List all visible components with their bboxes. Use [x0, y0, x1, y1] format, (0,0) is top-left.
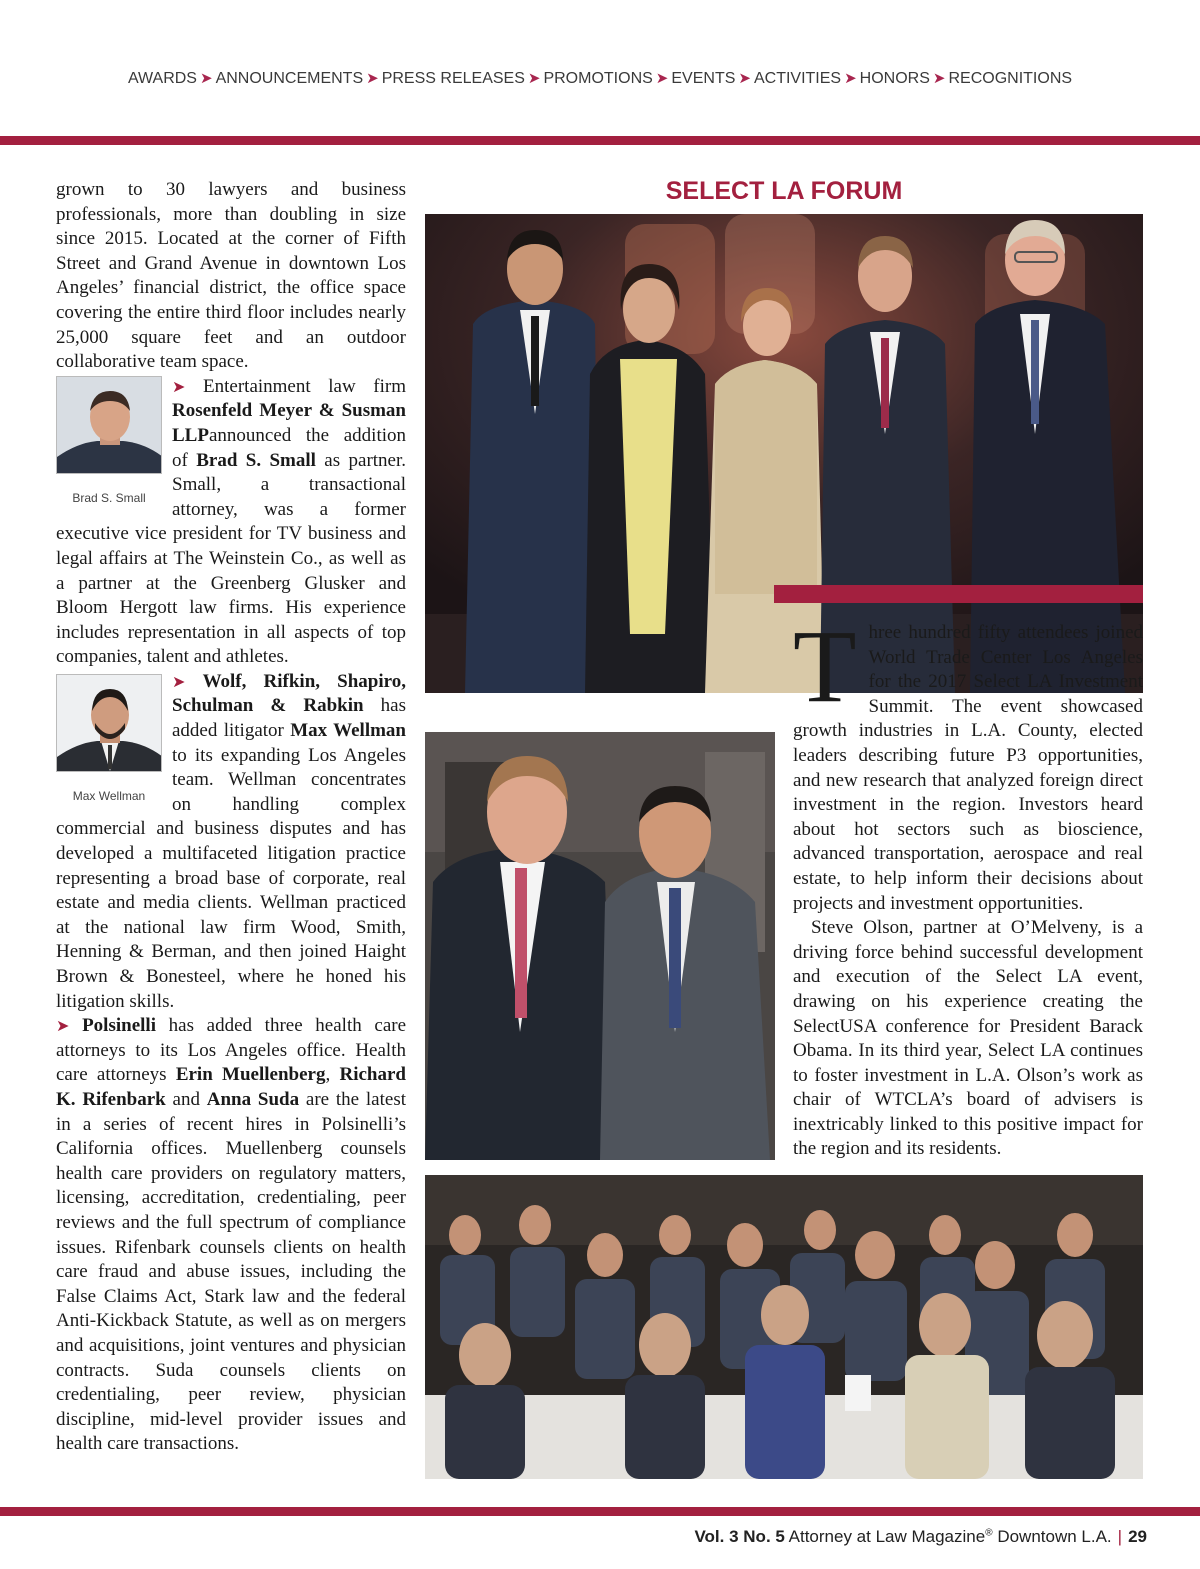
- arrow-icon: ➤: [199, 70, 213, 87]
- item-text: ,: [325, 1064, 340, 1086]
- nav-announcements: ANNOUNCEMENTS: [215, 70, 364, 87]
- item-text: as partner. Small, a transactional attorney, was a former executive vice president for TV business and legal affairs at The Weinstein Co., as well as a partner at the Greenberg Glusker and Bloom Hergott law firms. His experience includes representation in all aspects of top companies, talent and athletes.: [56, 449, 407, 668]
- volume-label: Vol. 3 No. 5: [694, 1527, 785, 1546]
- headshot-brad-small: [56, 376, 162, 506]
- nav-promotions: PROMOTIONS: [543, 70, 653, 87]
- arrow-icon: ➤: [366, 70, 379, 87]
- nav-awards: AWARDS: [127, 70, 197, 87]
- arrow-icon: ➤: [738, 70, 751, 87]
- arrow-icon: ➤: [172, 376, 186, 396]
- arrow-icon: ➤: [932, 70, 946, 87]
- page-footer: [694, 1527, 1147, 1547]
- magazine-name: Attorney at Law Magazine: [788, 1527, 986, 1546]
- item-text: has added three health care attorneys to its Los Angeles office. Health care attorneys: [56, 1015, 407, 1086]
- section-title: SELECT LA FORUM: [665, 177, 903, 205]
- left-column: [56, 178, 406, 1457]
- paragraph-text: hree hundred fifty attendees joined World Trade Center Los Angeles for the 2017 Select LA Investment Summit. The event showcased growth industries in L.A. County, elected leaders describing future P3 opportunities, and new research that analyzed foreign direct investment in the region. Investors heard about hot sectors such as bioscience, advanced transportation, aerospace and real estate, to help inform their decisions about projects and investment opportunities.: [793, 622, 1143, 914]
- firm-name: Wolf, Rifkin, Shapiro, Schulman & Rabkin: [172, 670, 406, 717]
- duo-photo: [425, 732, 775, 1160]
- nav-events: EVENTS: [671, 70, 736, 87]
- person-name: Richard K. Rifenbark: [56, 1064, 406, 1110]
- headshot-max-wellman: [56, 674, 162, 804]
- headshot-photo: [56, 674, 162, 772]
- item-text: to its expanding Los Angeles team. Wellman concentrates on handling complex commercial and business disputes and has developed a multifaceted litigation practice representing a broad base of corporate, real estate and media clients. Wellman practiced at the national law firm Wood, Smith, Henning & Berman, and then joined Haight Brown & Bonesteel, where he honed his litigation skills.: [56, 744, 406, 1012]
- arrow-icon: ➤: [56, 1016, 70, 1036]
- item-text: and: [165, 1088, 207, 1110]
- polsinelli-item: [56, 1014, 406, 1457]
- arrow-icon: ➤: [172, 671, 186, 691]
- event-paragraph: [793, 609, 1143, 916]
- accent-bar: [774, 585, 1143, 603]
- page-number: 29: [1128, 1527, 1147, 1546]
- firm-name: Polsinelli: [82, 1015, 156, 1037]
- nav-recognitions: RECOGNITIONS: [948, 70, 1073, 87]
- arrow-icon: ➤: [844, 70, 857, 87]
- item-text: has added litigator: [172, 695, 406, 742]
- item-text: are the latest in a series of recent hires in Polsinelli’s California offices. Muellenberg counsels health care providers on regulatory matters, licensing, accreditation, credentialing, peer reviews and the full spectrum of compliance issues. Rifenbark counsels clients on health care fraud and abuse issues, including the False Claims Act, Stark law and the federal Anti-Kickback Statute, as well as on mergers and acquisitions, joint ventures and physician contracts. Suda counsels clients on credentialing, peer review, physician discipline, mid-level provider issues and health care transactions.: [56, 1088, 406, 1455]
- audience-photo: [425, 1175, 1143, 1479]
- person-name: Erin Muellenberg: [175, 1064, 326, 1086]
- person-name: Anna Suda: [206, 1088, 300, 1110]
- edition-name: Downtown L.A.: [997, 1527, 1112, 1546]
- arrow-icon: ➤: [527, 70, 541, 87]
- nav-activities: ACTIVITIES: [753, 70, 842, 87]
- intro-paragraph: grown to 30 lawyers and business professionals, more than doubling in size since 2015. Located at the corner of Fifth Street and Grand Avenue in downtown Los Angeles’ financial district, the office space covering the entire third floor includes nearly 25,000 square feet and an outdoor collaborative team space.: [56, 179, 406, 373]
- nav-honors: HONORS: [859, 70, 930, 87]
- nav-press-releases: PRESS RELEASES: [381, 70, 525, 87]
- person-name: Brad S. Small: [196, 449, 316, 471]
- headshot-caption: Max Wellman: [72, 788, 146, 803]
- firm-name: Rosenfeld Meyer & Susman LLP: [172, 400, 406, 446]
- drop-cap: T: [793, 609, 857, 724]
- right-column: [793, 609, 1143, 1162]
- arrow-icon: ➤: [655, 70, 669, 87]
- headshot-caption: Brad S. Small: [72, 490, 146, 505]
- person-name: Max Wellman: [290, 720, 406, 742]
- item-text: Entertainment law firm: [203, 375, 406, 397]
- footer-divider: |: [1117, 1527, 1123, 1546]
- footer-rule: [0, 1507, 1200, 1516]
- headshot-photo: [56, 376, 162, 474]
- item-text: announced the addition of: [172, 424, 406, 471]
- header-rule: [0, 136, 1200, 145]
- section-nav: [0, 69, 1200, 88]
- olson-paragraph: Steve Olson, partner at O’Melveny, is a driving force behind successful development and execution of the Select LA event, drawing on his experience creating the SelectUSA conference for President Barack Obama. In its third year, Select LA continues to foster investment in L.A. Olson’s work as chair of WTCLA’s board of advisers is inextricably linked to this positive impact for the region and its residents.: [793, 917, 1143, 1160]
- registered-mark: ®: [985, 1527, 993, 1539]
